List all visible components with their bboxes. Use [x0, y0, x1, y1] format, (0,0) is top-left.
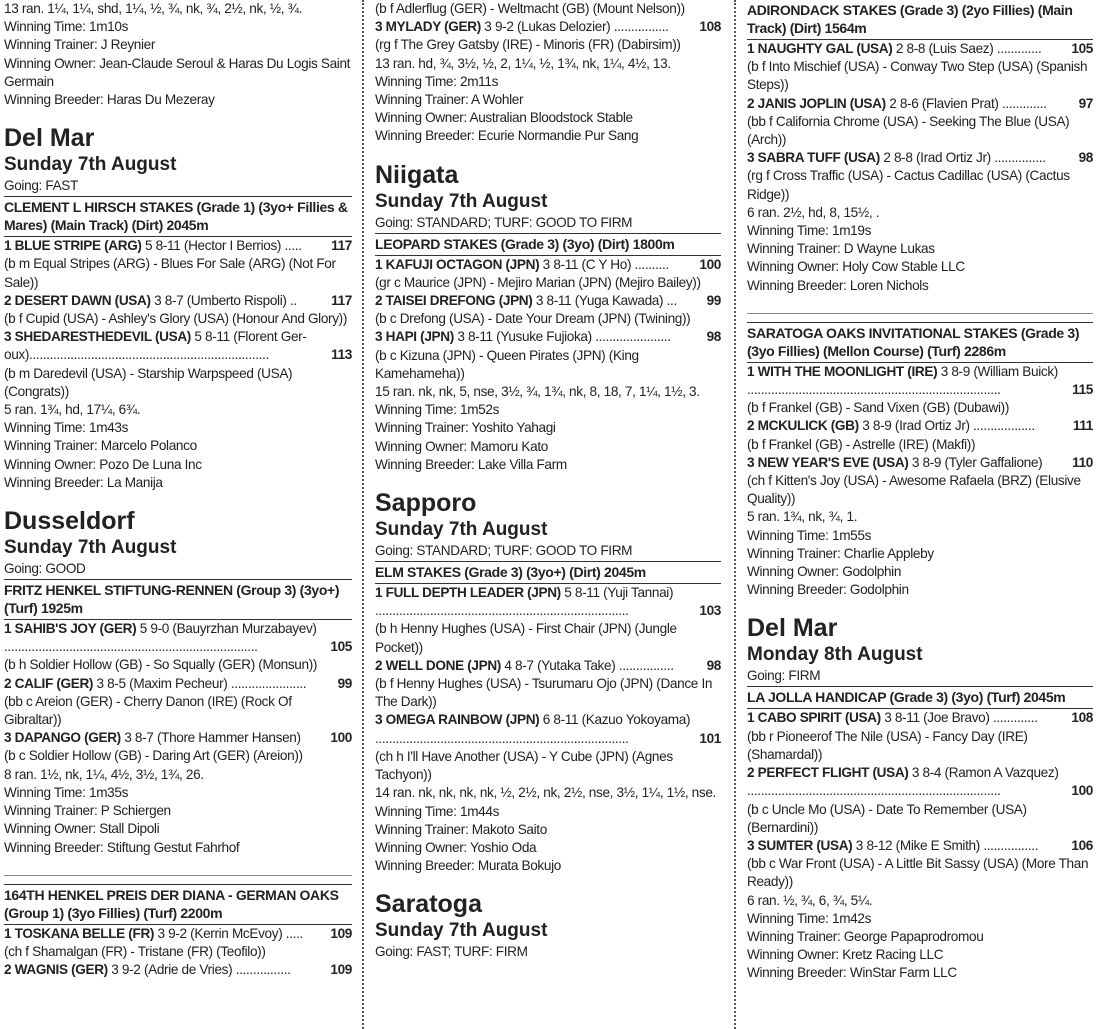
- result-text: Winning Breeder: Loren Nichols: [747, 277, 929, 293]
- runner-detail: 3 8-12 (Mike E Smith) ................: [852, 837, 1039, 853]
- runner-line: [747, 95, 1093, 113]
- runner-line: [747, 149, 1093, 167]
- runner-rating: 108: [697, 18, 721, 36]
- result-text: (rg f Cross Traffic (USA) - Cactus Cadillac (USA) (Cactus Ridge)): [747, 168, 1070, 202]
- runner-line: [4, 237, 352, 255]
- runner-name: 2 TAISEI DREFONG (JPN): [375, 293, 533, 309]
- runner-detail: 2 8-8 (Luis Saez) .............: [892, 41, 1042, 56]
- runner-detail: ..........................................................................: [375, 730, 629, 746]
- venue-heading: Sapporo: [375, 489, 477, 518]
- runner-name: 3 SUMTER (USA): [747, 837, 853, 853]
- going-label: Going: FAST; TURF: FIRM: [375, 944, 528, 960]
- runner-detail: ..........................................................................: [747, 783, 1001, 799]
- runner-detail: 3 8-11 (Yuga Kawada) ...: [532, 293, 677, 309]
- result-text: Winning Time: 1m52s: [375, 402, 500, 418]
- runner-line: [375, 711, 721, 729]
- runner-rating: 105: [328, 638, 352, 656]
- runner-line: [375, 657, 721, 675]
- result-text: Winning Trainer: P Schiergen: [4, 803, 171, 819]
- result-text: Winning Owner: Stall Dipoli: [4, 821, 160, 837]
- runner-rating: 99: [705, 292, 721, 310]
- result-text: 15 ran. nk, nk, 5, nse, 3½, ¾, 1¾, nk, 8, 18, 7, 1¼, 1½, 3.: [375, 384, 700, 400]
- runner-detail: ..........................................................................: [4, 639, 258, 655]
- result-text: (gr c Maurice (JPN) - Mejiro Marian (JPN) (Mejiro Bailey)): [375, 274, 701, 290]
- section-divider: [4, 875, 352, 876]
- result-text: (bb f California Chrome (USA) - Seeking The Blue (USA) (Arch)): [747, 113, 1070, 148]
- result-text: Winning Trainer: J Reynier: [4, 37, 156, 53]
- result-text: Winning Trainer: Marcelo Polanco: [4, 438, 197, 454]
- runner-rating: 115: [1070, 381, 1093, 399]
- runner-line: [375, 256, 721, 274]
- runner-name: 2 JANIS JOPLIN (USA): [747, 95, 886, 111]
- result-text: (rg f The Grey Gatsby (IRE) - Minoris (FR) (Dabirsim)): [375, 37, 681, 53]
- runner-name: 2 DESERT DAWN (USA): [4, 292, 151, 308]
- runner-line: [4, 292, 352, 310]
- runner-line: [747, 764, 1093, 782]
- runner-name: 3 NEW YEAR'S EVE (USA): [747, 454, 909, 470]
- result-text: Winning Breeder: Godolphin: [747, 582, 909, 598]
- result-text: (b f Frankel (GB) - Sand Vixen (GB) (Dubawi)): [747, 400, 1009, 416]
- runner-rating: 103: [697, 602, 721, 620]
- runner-line: [747, 40, 1093, 58]
- column-2: [375, 0, 721, 962]
- runner-name: 2 WAGNIS (GER): [4, 962, 108, 978]
- result-text: (b f Into Mischief (USA) - Conway Two Step (USA) (Spanish Steps)): [747, 59, 1088, 93]
- result-text: Winning Breeder: Stiftung Gestut Fahrhof: [4, 839, 240, 855]
- runner-detail: 6 8-11 (Kazuo Yokoyama): [539, 712, 691, 728]
- meeting-date: Sunday 7th August: [375, 920, 548, 942]
- runner-detail: 3 8-7 (Umberto Rispoli) ..: [150, 292, 297, 308]
- runner-rating: 117: [329, 292, 352, 310]
- runner-detail: 3 9-2 (Adrie de Vries) ................: [107, 962, 291, 978]
- result-text: Winning Time: 1m55s: [747, 527, 872, 543]
- result-text: Winning Trainer: Makoto Saito: [375, 821, 547, 837]
- runner-detail: 3 8-5 (Maxim Pecheur) ......................: [93, 675, 307, 691]
- result-text: 6 ran. 2½, hd, 8, 15½, .: [747, 204, 880, 220]
- runner-detail: 2 8-8 (Irad Ortiz Jr) ...............: [879, 150, 1046, 166]
- runner-line: [747, 782, 1093, 800]
- runner-detail: 3 8-7 (Thore Hammer Hansen): [120, 730, 301, 746]
- race-title: 164TH HENKEL PREIS DER DIANA - GERMAN OAKS (Group 1) (3yo Fillies) (Turf) 2200m: [4, 884, 352, 925]
- result-text: Winning Breeder: Lake Villa Farm: [375, 456, 567, 472]
- runner-detail: 3 8-9 (Tyler Gaffalione): [908, 454, 1043, 470]
- result-text: 13 ran. hd, ¾, 3½, ½, 2, 1¼, ½, 1¾, nk, 1¼, 4½, 13.: [375, 55, 671, 71]
- result-text: Winning Owner: Holy Cow Stable LLC: [747, 259, 965, 275]
- runner-name: 1 CABO SPIRIT (USA): [747, 710, 881, 726]
- meeting-date: Sunday 7th August: [4, 154, 177, 176]
- runner-detail: 3 8-11 (Joe Bravo) .............: [880, 710, 1038, 726]
- result-text: Winning Time: 1m42s: [747, 910, 872, 926]
- race-title: SARATOGA OAKS INVITATIONAL STAKES (Grade 3) (3yo Fillies) (Mellon Course) (Turf) 2286m: [747, 322, 1093, 363]
- runner-line: [4, 620, 352, 638]
- runner-detail: 3 8-9 (William Buick): [937, 363, 1058, 379]
- result-text: Winning Breeder: WinStar Farm LLC: [747, 965, 957, 981]
- result-text: Winning Breeder: La Manija: [4, 474, 163, 490]
- column-separator: [362, 0, 364, 1029]
- runner-rating: 99: [336, 675, 352, 693]
- runner-name: 3 DAPANGO (GER): [4, 730, 121, 746]
- result-text: (b f Cupid (USA) - Ashley's Glory (USA) (Honour And Glory)): [4, 311, 348, 327]
- race-title: FRITZ HENKEL STIFTUNG-RENNEN (Group 3) (3yo+) (Turf) 1925m: [4, 579, 352, 620]
- runner-name: 2 PERFECT FLIGHT (USA): [747, 765, 909, 781]
- column-3: [747, 0, 1093, 983]
- runner-detail: 3 8-4 (Ramon A Vazquez): [908, 765, 1059, 781]
- result-text: (ch h I'll Have Another (USA) - Y Cube (JPN) (Agnes Tachyon)): [375, 748, 673, 783]
- runner-line: [4, 328, 352, 346]
- venue-heading: Dusseldorf: [4, 507, 135, 536]
- runner-name: 1 FULL DEPTH LEADER (JPN): [375, 585, 561, 601]
- result-text: Winning Time: 1m19s: [747, 223, 872, 239]
- runner-rating: 111: [1071, 417, 1093, 435]
- result-text: 14 ran. nk, nk, nk, nk, ½, 2½, nk, 2½, nse, 3½, 1¼, 1½, nse.: [375, 785, 716, 801]
- runner-detail: ..........................................................................: [375, 603, 629, 619]
- runner-line: [375, 328, 721, 346]
- runner-name: 3 SABRA TUFF (USA): [747, 150, 880, 166]
- runner-rating: 105: [1069, 40, 1093, 58]
- result-text: 5 ran. 1¾, nk, ¾, 1.: [747, 509, 858, 525]
- runner-detail: 3 8-9 (Irad Ortiz Jr) ..................: [858, 418, 1035, 434]
- result-text: (bb r Pioneerof The Nile (USA) - Fancy Day (IRE) (Shamardal)): [747, 728, 1028, 762]
- runner-detail: 4 8-7 (Yutaka Take) ................: [500, 657, 674, 673]
- result-text: Winning Owner: Pozo De Luna Inc: [4, 456, 202, 472]
- runner-detail: 3 9-2 (Kerrin McEvoy) .....: [154, 925, 303, 941]
- result-text: (b m Equal Stripes (ARG) - Blues For Sale (ARG) (Not For Sale)): [4, 256, 336, 290]
- result-text: Winning Owner: Kretz Racing LLC: [747, 947, 944, 963]
- runner-line: [747, 837, 1093, 855]
- runner-detail: 5 9-0 (Bauyrzhan Murzabayev): [136, 621, 317, 637]
- runner-detail: 5 8-11 (Hector I Berrios) .....: [141, 238, 302, 254]
- result-text: Winning Time: 1m10s: [4, 19, 129, 35]
- runner-rating: 117: [329, 237, 352, 255]
- runner-line: [4, 638, 352, 656]
- runner-line: [4, 925, 352, 943]
- runner-name: 3 HAPI (JPN): [375, 329, 454, 345]
- result-text: Winning Breeder: Murata Bokujo: [375, 858, 561, 874]
- result-text: Winning Trainer: D Wayne Lukas: [747, 241, 935, 257]
- race-title: ELM STAKES (Grade 3) (3yo+) (Dirt) 2045m: [375, 561, 721, 584]
- runner-detail: 2 8-6 (Flavien Prat) .............: [885, 95, 1047, 111]
- runner-name: 2 MCKULICK (GB): [747, 418, 859, 434]
- venue-heading: Niigata: [375, 160, 459, 189]
- result-text: Winning Owner: Yoshio Oda: [375, 839, 537, 855]
- race-title: ADIRONDACK STAKES (Grade 3) (2yo Fillies) (Main Track) (Dirt) 1564m: [747, 0, 1093, 40]
- meeting-date: Sunday 7th August: [375, 190, 548, 212]
- going-label: Going: STANDARD; TURF: GOOD TO FIRM: [375, 214, 633, 230]
- runner-line: [4, 729, 352, 747]
- result-text: 13 ran. 1¼, 1¼, shd, 1¼, ½, ¾, nk, ¾, 2½, nk, ½, ¾.: [4, 1, 303, 16]
- runner-line: [4, 346, 352, 364]
- result-text: (bb c War Front (USA) - A Little Bit Sassy (USA) (More Than Ready)): [747, 856, 1089, 890]
- meeting-date: Sunday 7th August: [4, 537, 177, 559]
- going-label: Going: GOOD: [4, 561, 86, 577]
- runner-name: 1 SAHIB'S JOY (GER): [4, 621, 137, 637]
- runner-detail: 5 8-11 (Yuji Tannai): [560, 585, 674, 601]
- column-separator: [734, 0, 736, 1029]
- result-text: (b f Adlerflug (GER) - Weltmacht (GB) (Mount Nelson)): [375, 1, 685, 16]
- result-text: Winning Breeder: Haras Du Mezeray: [4, 92, 215, 108]
- race-title: CLEMENT L HIRSCH STAKES (Grade 1) (3yo+ Fillies & Mares) (Main Track) (Dirt) 2045m: [4, 196, 352, 237]
- result-text: (b c Drefong (USA) - Date Your Dream (JPN) (Twining)): [375, 311, 691, 327]
- result-text: Winning Time: 1m43s: [4, 420, 129, 436]
- runner-line: [4, 675, 352, 693]
- result-text: Winning Time: 2m11s: [375, 73, 499, 89]
- result-text: 6 ran. ½, ¾, 6, ¾, 5¼.: [747, 892, 873, 908]
- result-text: Winning Trainer: Charlie Appleby: [747, 545, 934, 561]
- runner-name: 1 WITH THE MOONLIGHT (IRE): [747, 363, 938, 379]
- result-text: (b c Soldier Hollow (GB) - Daring Art (GER) (Areion)): [4, 748, 303, 764]
- runner-detail: ..........................................................................: [747, 382, 1001, 398]
- race-title: LEOPARD STAKES (Grade 3) (3yo) (Dirt) 1800m: [375, 233, 721, 256]
- result-text: Winning Trainer: George Papaprodromou: [747, 928, 984, 944]
- result-text: Winning Time: 1m44s: [375, 803, 500, 819]
- section-divider: [747, 313, 1093, 314]
- runner-line: [375, 602, 721, 620]
- result-text: (b c Uncle Mo (USA) - Date To Remember (USA) (Bernardini)): [747, 801, 1027, 835]
- runner-line: [747, 381, 1093, 399]
- runner-line: [375, 292, 721, 310]
- result-text: (b h Henny Hughes (USA) - First Chair (JPN) (Jungle Pocket)): [375, 621, 677, 655]
- result-text: 8 ran. 1½, nk, 1¼, 4½, 3½, 1¾, 26.: [4, 766, 204, 782]
- runner-line: [375, 584, 721, 602]
- result-text: Winning Time: 1m35s: [4, 784, 129, 800]
- runner-rating: 109: [328, 925, 352, 943]
- result-text: (b f Frankel (GB) - Astrelle (IRE) (Makfi)): [747, 436, 976, 452]
- result-text: (b h Soldier Hollow (GB) - So Squally (GER) (Monsun)): [4, 657, 318, 673]
- runner-line: [747, 417, 1093, 435]
- result-text: Winning Trainer: A Wohler: [375, 92, 524, 108]
- runner-name: 1 TOSKANA BELLE (FR): [4, 925, 155, 941]
- runner-name: 1 KAFUJI OCTAGON (JPN): [375, 256, 540, 272]
- runner-rating: 109: [328, 961, 352, 979]
- venue-heading: Saratoga: [375, 890, 482, 919]
- runner-rating: 108: [1069, 709, 1093, 727]
- result-text: (b f Henny Hughes (USA) - Tsurumaru Ojo (JPN) (Dance In The Dark)): [375, 676, 713, 710]
- runner-name: 3 MYLADY (GER): [375, 19, 481, 35]
- venue-heading: Del Mar: [4, 124, 95, 153]
- runner-detail: 3 8-11 (C Y Ho) ..........: [539, 256, 669, 272]
- runner-line: [375, 18, 721, 36]
- result-text: Winning Owner: Jean-Claude Seroul & Haras Du Logis Saint Germain: [4, 55, 351, 89]
- result-text: Winning Owner: Australian Bloodstock Stable: [375, 110, 633, 126]
- runner-rating: 100: [328, 729, 352, 747]
- runner-line: [747, 454, 1093, 472]
- runner-name: 2 CALIF (GER): [4, 675, 94, 691]
- race-title: LA JOLLA HANDICAP (Grade 3) (3yo) (Turf) 2045m: [747, 686, 1093, 709]
- runner-detail: oux)......................................................................: [4, 347, 269, 363]
- venue-heading: Del Mar: [747, 614, 838, 643]
- runner-rating: 100: [697, 256, 721, 274]
- runner-rating: 113: [329, 346, 352, 364]
- result-text: Winning Owner: Godolphin: [747, 564, 902, 580]
- runner-name: 2 WELL DONE (JPN): [375, 657, 501, 673]
- result-text: Winning Trainer: Yoshito Yahagi: [375, 420, 556, 436]
- runner-line: [375, 730, 721, 748]
- going-label: Going: STANDARD; TURF: GOOD TO FIRM: [375, 543, 633, 559]
- runner-name: 3 SHEDARESTHEDEVIL (USA): [4, 329, 191, 345]
- result-text: (ch f Shamalgan (FR) - Tristane (FR) (Teofilo)): [4, 943, 266, 959]
- runner-line: [747, 363, 1093, 381]
- runner-rating: 98: [1077, 149, 1093, 167]
- going-label: Going: FAST: [4, 178, 78, 194]
- runner-rating: 98: [705, 657, 721, 675]
- runner-name: 1 BLUE STRIPE (ARG): [4, 238, 142, 254]
- result-text: 5 ran. 1¾, hd, 17¼, 6¾.: [4, 402, 141, 418]
- runner-detail: 3 9-2 (Lukas Delozier) ................: [480, 19, 669, 35]
- runner-rating: 101: [697, 730, 721, 748]
- runner-rating: 98: [705, 328, 721, 346]
- meeting-date: Monday 8th August: [747, 644, 923, 666]
- runner-rating: 97: [1077, 95, 1093, 113]
- runner-line: [747, 709, 1093, 727]
- result-text: (bb c Areion (GER) - Cherry Danon (IRE) (Rock Of Gibraltar)): [4, 693, 292, 728]
- runner-name: 3 OMEGA RAINBOW (JPN): [375, 712, 540, 728]
- meeting-date: Sunday 7th August: [375, 519, 548, 541]
- going-label: Going: FIRM: [747, 668, 821, 684]
- column-1: [4, 0, 352, 979]
- runner-name: 1 NAUGHTY GAL (USA): [747, 41, 893, 56]
- result-text: (b c Kizuna (JPN) - Queen Pirates (JPN) (King Kamehameha)): [375, 347, 639, 381]
- runner-rating: 110: [1070, 454, 1093, 472]
- runner-rating: 100: [1069, 782, 1093, 800]
- runner-detail: 3 8-11 (Yusuke Fujioka) ......................: [453, 329, 671, 345]
- result-text: Winning Owner: Mamoru Kato: [375, 438, 548, 454]
- result-text: Winning Breeder: Ecurie Normandie Pur Sang: [375, 128, 639, 144]
- runner-rating: 106: [1069, 837, 1093, 855]
- runner-detail: 5 8-11 (Florent Ger-: [190, 329, 307, 345]
- result-text: (ch f Kitten's Joy (USA) - Awesome Rafaela (BRZ) (Elusive Quality)): [747, 473, 1081, 507]
- runner-line: [4, 961, 352, 979]
- result-text: (b m Daredevil (USA) - Starship Warpspeed (USA) (Congrats)): [4, 365, 293, 399]
